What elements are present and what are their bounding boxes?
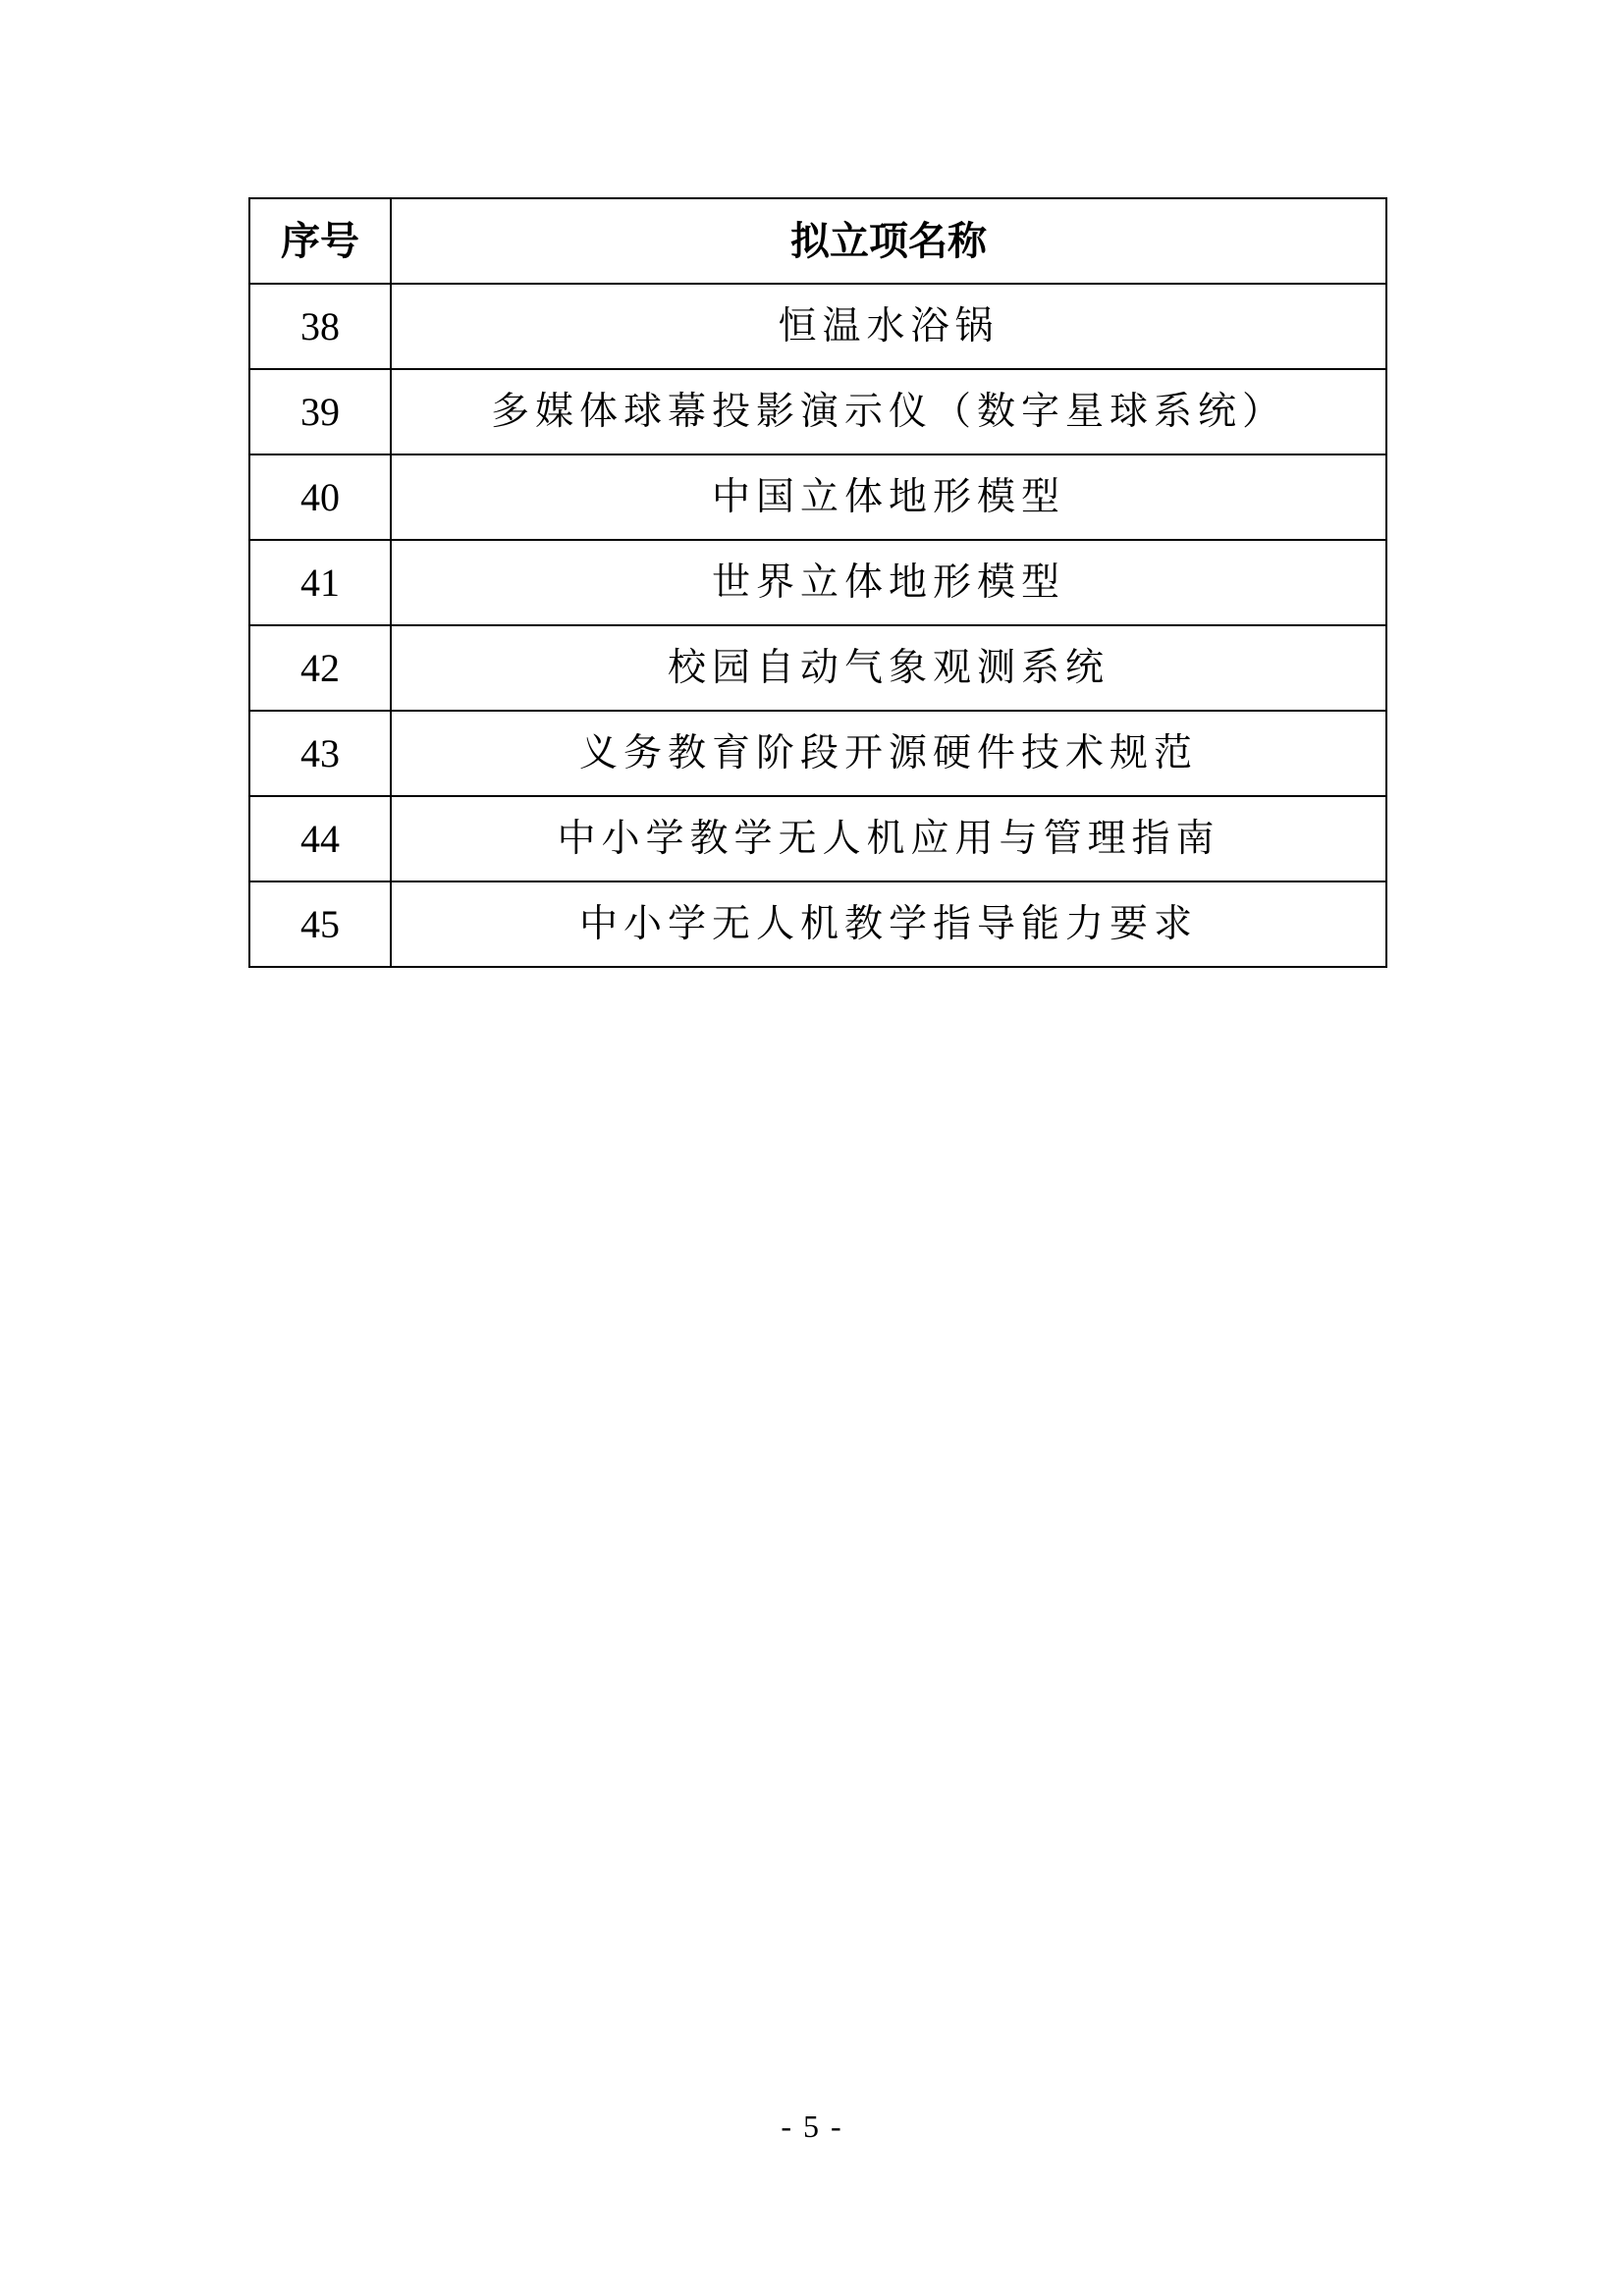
- header-index: 序号: [249, 198, 391, 284]
- table-row: [249, 369, 1386, 454]
- table-row: [249, 796, 1386, 881]
- row-name: 中小学无人机教学指导能力要求: [391, 881, 1386, 967]
- table-header-row: [249, 198, 1386, 284]
- project-table: [248, 197, 1387, 968]
- row-name: 义务教育阶段开源硬件技术规范: [391, 711, 1386, 796]
- table-row: [249, 881, 1386, 967]
- row-index: 38: [249, 284, 391, 369]
- row-index: 45: [249, 881, 391, 967]
- table-row: [249, 284, 1386, 369]
- table-row: [249, 454, 1386, 540]
- row-index: 41: [249, 540, 391, 625]
- table-row: [249, 540, 1386, 625]
- row-name: 多媒体球幕投影演示仪（数字星球系统）: [391, 369, 1386, 454]
- row-index: 40: [249, 454, 391, 540]
- row-name: 世界立体地形模型: [391, 540, 1386, 625]
- row-name: 中国立体地形模型: [391, 454, 1386, 540]
- row-index: 42: [249, 625, 391, 711]
- row-index: 43: [249, 711, 391, 796]
- table-row: [249, 711, 1386, 796]
- table-row: [249, 625, 1386, 711]
- row-name: 中小学教学无人机应用与管理指南: [391, 796, 1386, 881]
- row-index: 44: [249, 796, 391, 881]
- header-name: 拟立项名称: [391, 198, 1386, 284]
- row-name: 校园自动气象观测系统: [391, 625, 1386, 711]
- page-number: - 5 -: [781, 2109, 843, 2144]
- row-index: 39: [249, 369, 391, 454]
- row-name: 恒温水浴锅: [391, 284, 1386, 369]
